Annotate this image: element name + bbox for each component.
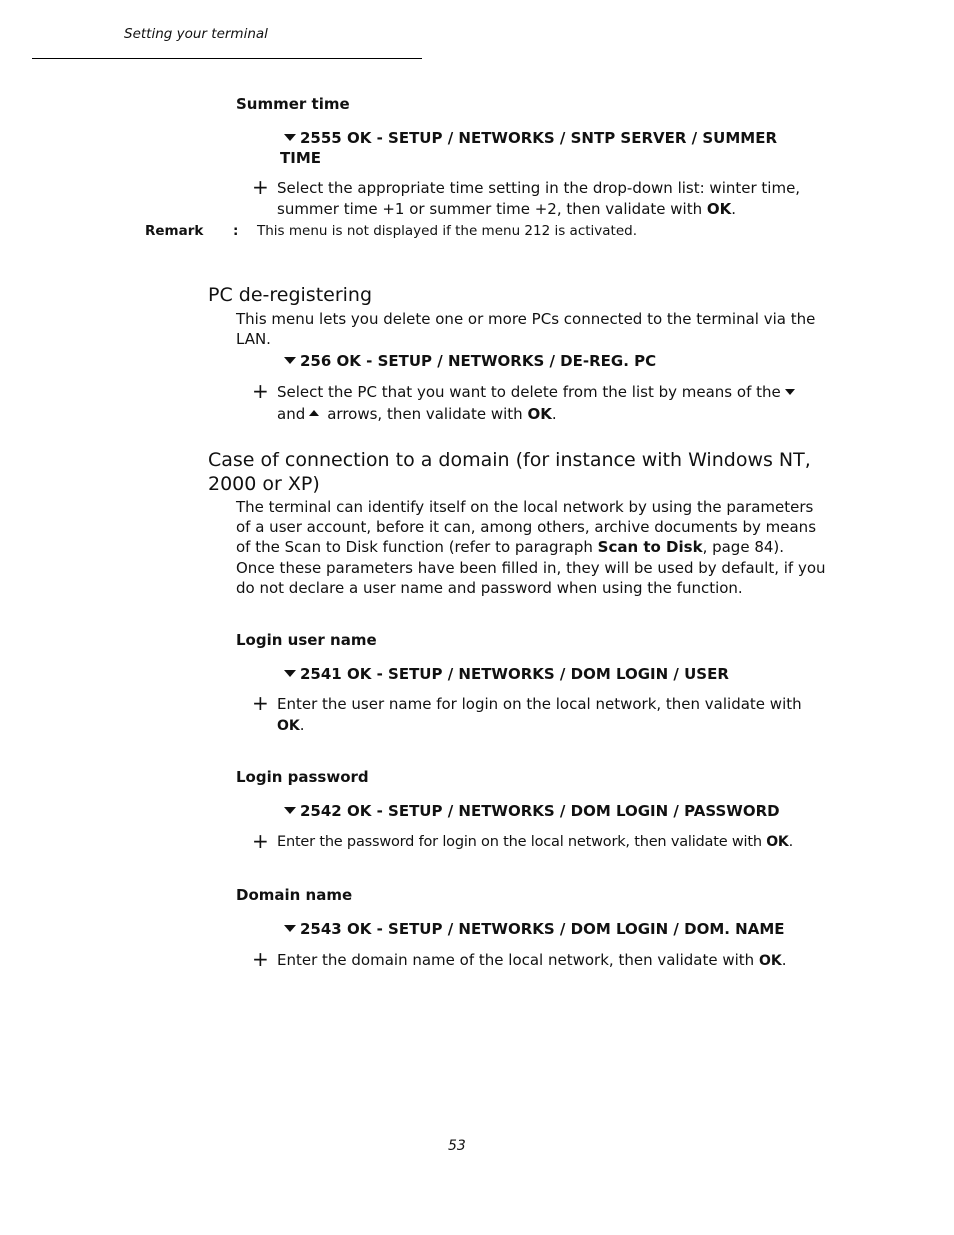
login-password-step: Enter the password for login on the local network, then validate with OK. [277, 834, 794, 850]
domain-paragraph-line2: of a user account, before it can, among others, archive documents by means [236, 518, 817, 536]
domain-paragraph-line4: Once these parameters have been filled in, they will be used by default, if you [236, 559, 826, 577]
pc-step-line2: and arrows, then validate with OK. [277, 405, 557, 423]
running-header: Setting your terminal [124, 26, 268, 42]
domain-paragraph-line5: do not declare a user name and password when using the function. [236, 579, 743, 597]
pc-intro-line2: LAN. [236, 330, 271, 348]
plus-icon: + [252, 691, 269, 715]
domain-connection-heading-line1: Case of connection to a domain (for instance with Windows NT, [208, 449, 811, 471]
login-user-step-line1: Enter the user name for login on the local network, then validate with [277, 695, 802, 713]
login-user-menu-path: 2541 OK - SETUP / NETWORKS / DOM LOGIN / USER [284, 664, 729, 684]
pc-menu-path: 256 OK - SETUP / NETWORKS / DE-REG. PC [284, 351, 656, 371]
down-arrow-icon [284, 925, 296, 932]
domain-connection-heading-line2: 2000 or XP) [208, 473, 320, 495]
remark-text: This menu is not displayed if the menu 212 is activated. [257, 223, 638, 239]
login-password-heading: Login password [236, 768, 369, 786]
login-user-step-line2: OK. [277, 716, 305, 734]
pc-deregistering-heading: PC de-registering [208, 284, 373, 306]
domain-name-menu-path: 2543 OK - SETUP / NETWORKS / DOM LOGIN / DOM. NAME [284, 919, 785, 939]
down-arrow-icon [284, 134, 296, 141]
down-arrow-icon [284, 807, 296, 814]
login-user-heading: Login user name [236, 631, 377, 649]
login-password-menu-path: 2542 OK - SETUP / NETWORKS / DOM LOGIN / PASSWORD [284, 801, 780, 821]
summer-time-menu-path: 2555 OK - SETUP / NETWORKS / SNTP SERVER / SUMMER [284, 128, 777, 148]
plus-icon: + [252, 175, 269, 199]
page-number: 53 [448, 1138, 466, 1154]
header-rule [32, 58, 422, 59]
summer-time-heading: Summer time [236, 95, 350, 113]
domain-paragraph-line1: The terminal can identify itself on the local network by using the parameters [236, 498, 814, 516]
domain-paragraph-line3: of the Scan to Disk function (refer to paragraph Scan to Disk, page 84). [236, 538, 785, 556]
plus-icon: + [252, 379, 269, 403]
plus-icon: + [252, 829, 269, 853]
summer-time-step-line1: Select the appropriate time setting in the drop-down list: winter time, [277, 179, 801, 197]
summer-time-menu-path-cont: TIME [280, 149, 321, 167]
remark-label: Remark [145, 223, 204, 239]
pc-step-line1: Select the PC that you want to delete from the list by means of the [277, 382, 795, 402]
domain-name-heading: Domain name [236, 886, 353, 904]
down-arrow-icon [284, 670, 296, 677]
pc-intro-line1: This menu lets you delete one or more PCs connected to the terminal via the [236, 310, 816, 328]
plus-icon: + [252, 947, 269, 971]
down-arrow-icon [785, 389, 795, 395]
up-arrow-icon [309, 410, 319, 416]
domain-name-step: Enter the domain name of the local network, then validate with OK. [277, 951, 787, 969]
remark-colon: : [233, 223, 239, 239]
down-arrow-icon [284, 357, 296, 364]
summer-time-step-line2: summer time +1 or summer time +2, then validate with OK. [277, 200, 737, 218]
